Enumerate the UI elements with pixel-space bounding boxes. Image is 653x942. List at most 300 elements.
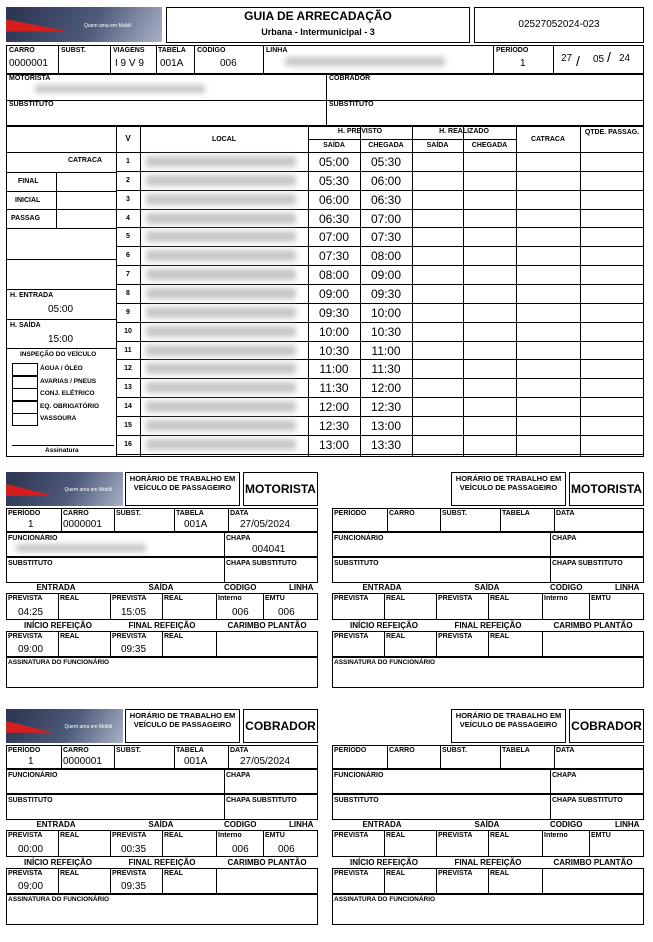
scheduled-departure: 11:30 [319, 381, 349, 396]
divider [216, 868, 217, 894]
divider [110, 45, 111, 74]
label: PREVISTA [438, 633, 473, 640]
label: CHAPA [226, 535, 251, 542]
entrada-prevista: 04:25 [18, 607, 44, 618]
divider [116, 190, 644, 191]
col-qtde: QTDE. PASSAG. [584, 129, 640, 136]
trip-number: 8 [126, 289, 130, 297]
label: PREVISTA [334, 595, 369, 602]
col-v: V [125, 134, 131, 143]
label: TABELA [176, 510, 204, 517]
h-saida-value: 15:00 [48, 334, 74, 345]
divider [116, 265, 644, 266]
divider [384, 868, 385, 894]
assinatura-func-label: ASSINATURA DO FUNCIONÁRIO [8, 896, 110, 903]
col-realizado: H. REALIZADO [439, 128, 489, 135]
card-title: HORÁRIO DE TRABALHO EM VEÍCULO DE PASSAGEIRO [455, 474, 562, 492]
scheduled-departure: 10:30 [318, 343, 350, 358]
label: TABELA [502, 747, 530, 754]
scheduled-departure: 09:30 [318, 305, 350, 320]
label: FUNCIONÁRIO [8, 535, 58, 542]
scheduled-arrival: 11:30 [371, 362, 401, 377]
inicio-ref-value: 09:00 [18, 644, 44, 655]
divider [224, 769, 225, 794]
divider [384, 593, 385, 620]
divider [162, 868, 163, 894]
trip-number: 16 [124, 440, 132, 448]
check-box[interactable] [12, 363, 38, 376]
label: MOTORISTA [9, 75, 51, 82]
divider [436, 631, 437, 657]
assinatura-func-label: ASSINATURA DO FUNCIONÁRIO [334, 659, 436, 666]
codigo-label: CODIGO [224, 583, 257, 592]
divider [488, 593, 489, 620]
divider [542, 593, 543, 620]
redacted-text [146, 213, 296, 224]
label: COBRADOR [329, 75, 371, 82]
final-refeicao-label: FINAL REFEIÇÃO [454, 621, 522, 630]
card-role: MOTORISTA [245, 482, 316, 496]
scheduled-arrival: 07:00 [370, 211, 402, 226]
assinatura-label: Assinatura [45, 447, 79, 454]
scheduled-arrival: 09:00 [370, 268, 402, 283]
label: SUBST. [116, 747, 141, 754]
final-label: FINAL [18, 178, 39, 185]
label: DATA [230, 510, 249, 517]
card-role: COBRADOR [245, 719, 316, 733]
company-logo [6, 472, 123, 506]
divider [6, 259, 116, 260]
divider [58, 631, 59, 657]
redacted-text [146, 326, 296, 337]
divider [116, 303, 644, 304]
divider [440, 745, 441, 769]
final-ref-value: 09:35 [121, 644, 147, 655]
col-chegada: CHEGADA [471, 142, 508, 149]
col-saida: SAÍDA [323, 142, 345, 149]
divider [384, 830, 385, 857]
label: REAL [164, 832, 184, 839]
label: SUBSTITUTO [334, 560, 379, 567]
divider [116, 435, 644, 436]
divider [58, 45, 59, 74]
label: SUBSTITUTO [329, 101, 374, 108]
carimbo-label: CARIMBO PLANTÃO [227, 858, 307, 867]
label: Interno [218, 595, 242, 602]
scheduled-arrival: 06:00 [370, 173, 402, 188]
divider [263, 593, 264, 620]
label: CÓDIGO [197, 47, 226, 54]
check-label: ÁGUA / ÓLEO [40, 365, 83, 372]
divider [116, 322, 644, 323]
divider [500, 508, 501, 532]
divider [493, 45, 494, 74]
label: PREVISTA [112, 633, 147, 640]
label: REAL [164, 870, 184, 877]
scheduled-arrival: 12:30 [370, 400, 402, 415]
redacted-text [146, 345, 296, 356]
codigo-label: CODIGO [550, 820, 583, 829]
divider [224, 557, 225, 583]
label: CHAPA [552, 535, 577, 542]
divider [412, 126, 413, 457]
divider [58, 868, 59, 894]
final-refeicao-label: FINAL REFEIÇÃO [454, 858, 522, 867]
divider [116, 227, 644, 228]
trip-number: 4 [126, 214, 130, 222]
divider [58, 830, 59, 857]
codigo-label: CODIGO [550, 583, 583, 592]
check-box[interactable] [12, 388, 38, 401]
label: CHAPA [226, 772, 251, 779]
entrada-label: ENTRADA [362, 820, 402, 829]
divider [550, 532, 551, 557]
label: REAL [164, 595, 184, 602]
label: EMTU [265, 595, 285, 602]
label: REAL [490, 595, 510, 602]
slash: / [576, 53, 580, 69]
card-carro: 0000001 [63, 756, 102, 767]
scheduled-departure: 10:00 [318, 324, 350, 339]
check-box[interactable] [12, 413, 38, 426]
scheduled-arrival: 12:00 [370, 381, 402, 396]
label: PREVISTA [438, 870, 473, 877]
label: PERÍODO [496, 47, 529, 54]
label: SUBSTITUTO [8, 560, 53, 567]
label: DATA [230, 747, 249, 754]
trip-number: 3 [126, 195, 130, 203]
trip-number: 2 [126, 176, 130, 184]
scheduled-arrival: 09:30 [370, 286, 402, 301]
emtu-value: 006 [278, 844, 295, 855]
redacted-text [146, 250, 296, 261]
label: PREVISTA [112, 595, 147, 602]
divider [516, 126, 517, 457]
label: SUBSTITUTO [8, 797, 53, 804]
card-role: MOTORISTA [571, 482, 642, 496]
divider [542, 631, 543, 657]
label: FUNCIONÁRIO [334, 772, 384, 779]
codigo-value: 006 [220, 58, 237, 69]
divider [228, 745, 229, 769]
divider [550, 794, 551, 820]
label: CARRO [389, 747, 415, 754]
assinatura-func-label: ASSINATURA DO FUNCIONÁRIO [334, 896, 436, 903]
label: REAL [386, 832, 406, 839]
label: PREVISTA [334, 633, 369, 640]
divider [216, 593, 217, 620]
label: CARRO [389, 510, 415, 517]
scheduled-arrival: 13:00 [370, 418, 402, 433]
slash: / [607, 49, 611, 65]
date-year: 24 [619, 53, 631, 64]
divider [488, 868, 489, 894]
label: SUBST. [116, 510, 141, 517]
linha-label: LINHA [615, 583, 640, 592]
col-catraca: CATRACA [530, 136, 566, 143]
card-title: HORÁRIO DE TRABALHO EM VEÍCULO DE PASSAGEIRO [455, 711, 562, 729]
divider [116, 416, 644, 417]
label: REAL [60, 870, 80, 877]
divider [116, 152, 644, 153]
divider [554, 508, 555, 532]
divider [436, 593, 437, 620]
divider [140, 126, 141, 457]
divider [116, 209, 644, 210]
divider [174, 508, 175, 532]
scheduled-departure: 11:00 [319, 362, 349, 377]
label: FUNCIONÁRIO [8, 772, 58, 779]
divider [12, 445, 114, 446]
scheduled-arrival: 11:00 [371, 343, 401, 358]
entrada-label: ENTRADA [362, 583, 402, 592]
redacted-text [146, 401, 296, 412]
label: CARRO [63, 510, 89, 517]
trip-number: 13 [124, 384, 132, 392]
redacted-text [146, 269, 296, 280]
col-local: LOCAL [211, 136, 237, 143]
divider [436, 868, 437, 894]
emtu-value: 006 [278, 607, 295, 618]
viagens-value: I 9 V 9 [115, 58, 144, 69]
label: PREVISTA [8, 870, 43, 877]
trip-number: 6 [126, 252, 130, 260]
scheduled-arrival: 08:00 [370, 249, 402, 264]
card-title: HORÁRIO DE TRABALHO EM VEÍCULO DE PASSAGEIRO [129, 474, 236, 492]
final-refeicao-label: FINAL REFEIÇÃO [128, 858, 196, 867]
final-refeicao-label: FINAL REFEIÇÃO [128, 621, 196, 630]
check-label: VASSOURA [40, 415, 77, 423]
divider [488, 631, 489, 657]
divider [224, 532, 225, 557]
periodo-value: 1 [520, 58, 526, 69]
scheduled-departure: 08:00 [318, 268, 350, 283]
saida-label: SAÍDA [148, 583, 174, 592]
label: REAL [386, 633, 406, 640]
carimbo-label: CARIMBO PLANTÃO [553, 621, 633, 630]
logo-text: Quem ama em Mobili [84, 22, 132, 29]
label: EMTU [591, 832, 611, 839]
label: REAL [60, 832, 80, 839]
h-saida-label: H. SAÍDA [10, 322, 41, 329]
label: PERÍODO [334, 510, 367, 517]
document-subtitle: Urbana - Intermunicipal - 3 [261, 27, 375, 37]
scheduled-departure: 05:00 [318, 155, 350, 169]
label: CHAPA SUBSTITUTO [226, 797, 297, 804]
label: FUNCIONÁRIO [334, 535, 384, 542]
redacted-text [35, 85, 205, 93]
scheduled-arrival: 10:30 [370, 324, 402, 339]
divider [114, 508, 115, 532]
card-tabela: 001A [184, 756, 208, 767]
scheduled-arrival: 13:30 [370, 437, 402, 452]
label: Interno [218, 832, 242, 839]
divider [542, 868, 543, 894]
doc-number: 02527052024-023 [518, 19, 600, 30]
label: SUBSTITUTO [334, 797, 379, 804]
divider [263, 830, 264, 857]
saida-prevista: 15:05 [121, 607, 147, 618]
col-chegada: CHEGADA [368, 142, 404, 149]
divider [61, 508, 62, 532]
saida-prevista: 00:35 [121, 844, 147, 855]
divider [6, 172, 116, 173]
divider [553, 45, 554, 74]
label: CHAPA SUBSTITUTO [226, 560, 297, 567]
divider [589, 593, 590, 620]
logo-text: Quem ama em Mobili [64, 724, 113, 731]
divider [224, 794, 225, 820]
card-tabela: 001A [184, 519, 208, 530]
divider [58, 593, 59, 620]
divider [6, 191, 116, 192]
interno-value: 006 [232, 844, 249, 855]
h-entrada-value: 05:00 [48, 304, 74, 315]
divider [436, 830, 437, 857]
redacted-text [146, 156, 296, 167]
card-data: 27/05/2024 [240, 519, 291, 530]
divider [216, 631, 217, 657]
divider [463, 126, 464, 457]
document-title: GUIA DE ARRECADAÇÃO [244, 9, 392, 23]
label: SUBST. [442, 510, 467, 517]
card-row-id [332, 508, 644, 532]
label: PREVISTA [438, 595, 473, 602]
carimbo-label: CARIMBO PLANTÃO [553, 858, 633, 867]
divider [440, 508, 441, 532]
inspecao-label: INSPEÇÃO DO VEÍCULO [20, 351, 97, 358]
label: REAL [386, 870, 406, 877]
carro-value: 0000001 [9, 58, 48, 69]
redacted-text [146, 194, 296, 205]
label: SUBST. [442, 747, 467, 754]
scheduled-arrival: 06:30 [370, 192, 402, 207]
inicial-label: INICIAL [15, 197, 41, 204]
label: REAL [386, 595, 406, 602]
saida-label: SAÍDA [474, 583, 500, 592]
divider [110, 593, 111, 620]
label: LINHA [266, 47, 288, 54]
divider [116, 284, 644, 285]
divider [116, 378, 644, 379]
trip-number: 1 [126, 158, 130, 165]
label: PERÍODO [8, 510, 41, 517]
redacted-text [146, 420, 296, 431]
divider [554, 745, 555, 769]
label: PREVISTA [334, 832, 369, 839]
scheduled-departure: 12:00 [318, 400, 350, 415]
label: Interno [544, 595, 568, 602]
check-box[interactable] [12, 401, 38, 414]
assinatura-func-label: ASSINATURA DO FUNCIONÁRIO [8, 659, 110, 666]
divider [116, 341, 644, 342]
divider [580, 126, 581, 457]
label: DATA [556, 510, 575, 517]
inicio-refeicao-label: INÍCIO REFEIÇÃO [23, 621, 92, 630]
label: REAL [164, 633, 184, 640]
linha-label: LINHA [289, 820, 314, 829]
label: PREVISTA [334, 870, 369, 877]
divider [6, 228, 116, 229]
label: CHAPA SUBSTITUTO [552, 560, 623, 567]
scheduled-departure: 05:30 [318, 173, 350, 188]
redacted-text [285, 57, 445, 66]
company-logo [6, 709, 123, 743]
entrada-label: ENTRADA [36, 583, 76, 592]
divider [6, 152, 116, 153]
divider [116, 171, 644, 172]
label: CHAPA SUBSTITUTO [552, 797, 623, 804]
label: EMTU [591, 595, 611, 602]
divider [110, 830, 111, 857]
divider [589, 830, 590, 857]
scheduled-arrival: 05:30 [370, 155, 402, 169]
company-logo [6, 7, 162, 42]
scheduled-arrival: 07:30 [370, 230, 402, 245]
saida-label: SAÍDA [148, 820, 174, 829]
check-box[interactable] [12, 376, 38, 389]
card-periodo: 1 [28, 756, 34, 767]
divider [162, 631, 163, 657]
divider [174, 745, 175, 769]
redacted-text [16, 544, 146, 552]
label: EMTU [265, 832, 285, 839]
label: VIAGENS [113, 47, 145, 54]
divider [116, 359, 644, 360]
inicio-refeicao-label: INÍCIO REFEIÇÃO [349, 858, 418, 867]
scheduled-departure: 06:30 [318, 211, 350, 226]
label: DATA [556, 747, 575, 754]
inicio-refeicao-label: INÍCIO REFEIÇÃO [23, 858, 92, 867]
check-label: CONJ. ELÉTRICO [40, 390, 95, 398]
divider [384, 631, 385, 657]
trip-number: 15 [124, 421, 132, 429]
divider [194, 45, 195, 74]
divider [110, 868, 111, 894]
scheduled-departure: 07:00 [318, 230, 350, 245]
divider [116, 397, 644, 398]
label: PREVISTA [112, 870, 147, 877]
redacted-text [146, 231, 296, 242]
carimbo-label: CARIMBO PLANTÃO [227, 621, 307, 630]
divider [61, 745, 62, 769]
card-title: HORÁRIO DE TRABALHO EM VEÍCULO DE PASSAGEIRO [129, 711, 236, 729]
divider [550, 769, 551, 794]
divider [500, 745, 501, 769]
label: PREVISTA [8, 832, 43, 839]
label: REAL [490, 832, 510, 839]
date-day: 27 [561, 53, 573, 64]
label: SUBSTITUTO [9, 101, 54, 108]
redacted-text [146, 175, 296, 186]
linha-label: LINHA [289, 583, 314, 592]
divider [6, 100, 644, 101]
label: PREVISTA [8, 595, 43, 602]
inicio-ref-value: 09:00 [18, 881, 44, 892]
label: Interno [544, 832, 568, 839]
redacted-text [146, 307, 296, 318]
divider [216, 830, 217, 857]
label: REAL [60, 633, 80, 640]
scheduled-departure: 12:30 [318, 418, 350, 433]
check-label: AVARIAS / PNEUS [40, 377, 97, 385]
trip-number: 10 [124, 327, 132, 335]
divider [6, 209, 116, 210]
divider [114, 745, 115, 769]
redacted-text [146, 363, 296, 374]
divider [228, 508, 229, 532]
logo-text: Quem ama em Mobili [64, 487, 113, 494]
